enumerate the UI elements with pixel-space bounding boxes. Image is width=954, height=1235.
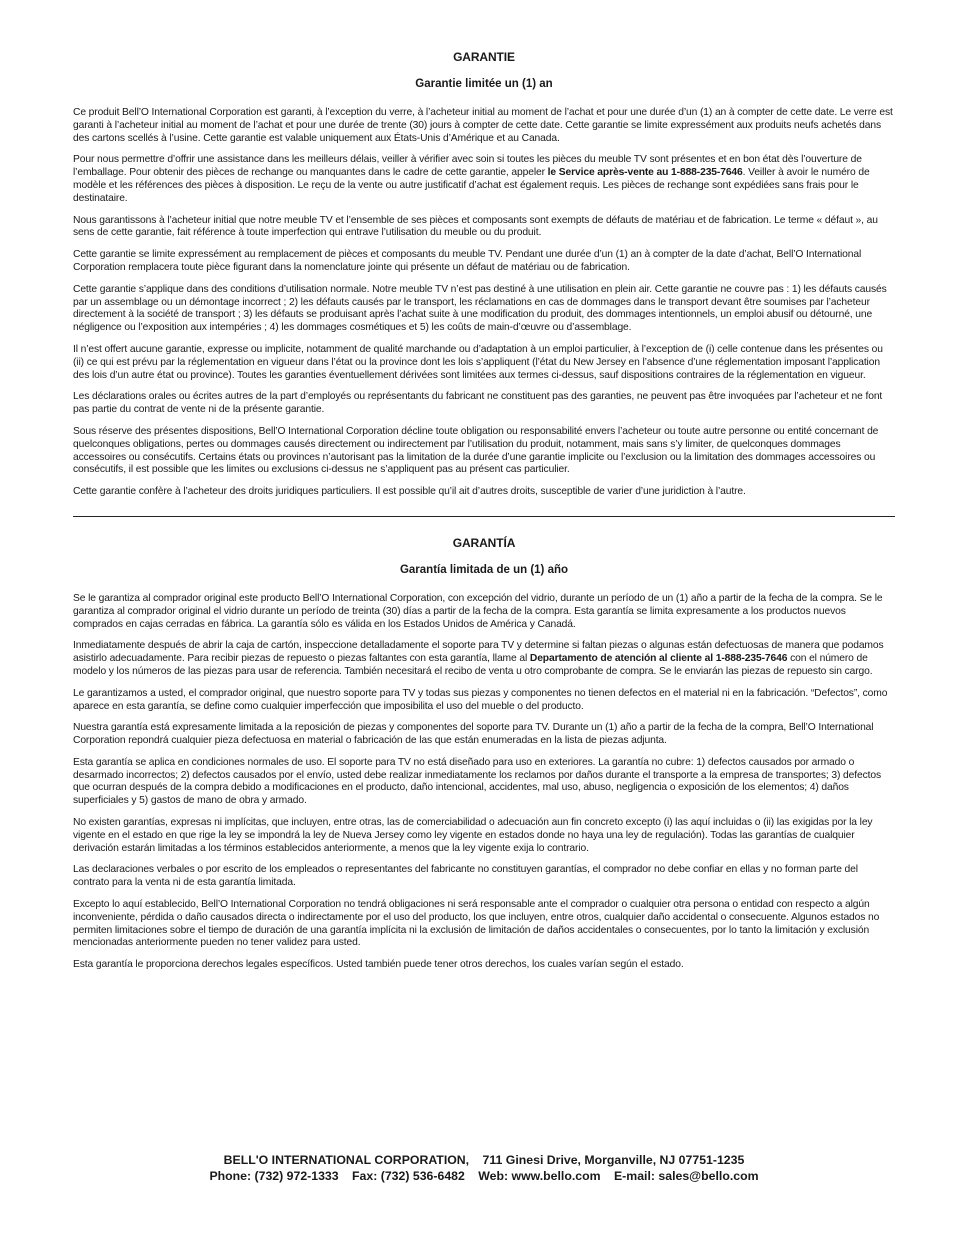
spanish-paragraph-liability: Excepto lo aquí establecido, Bell’O International Corporation no tendrá obligaciones ni será responsable ante el comprador o cualquier otra persona o entidad con respecto a algún inconveniente, pérdida o daño causados directa o indirectamente por el uso del producto, los que incluyen, entre otros, cualquier daño accidental o consecuente. Algunos estados no permiten limitaciones sobre el tiempo de duración de una garantía implícita ni la exclusión de limitación de daños accidentales o consecuentes, por lo tanto la limitación y exclusión mencionadas anteriormente pueden no tener validez para usted. [73,899,880,949]
french-warranty-title: GARANTIE [453,50,515,64]
spanish-paragraph-statements: Las declaraciones verbales o por escrito de los empleados o representantes del fabricante no constituyen garantías, el comprador no debe confiar en ellas y no forman parte del contrato para la venta ni de esta garantía limitada. [73,864,858,889]
spanish-parts-text-a: Inmediatamente después de abrir la caja de cartón, inspeccione detalladamente el soporte para TV y determine si faltan piezas o algunas están defectuosas de manera que podamos asistirlo adecuadamente. Para recibir piezas de repuesto o piezas faltantes con esta garantía, llame al [73,640,884,665]
spanish-paragraph-parts [73,640,895,678]
document-body [73,50,895,981]
spanish-paragraph-exclusions: Esta garantía se aplica en condiciones normales de uso. El soporte para TV no está diseñado para uso en exteriores. La garantía no cubre: 1) defectos causados por armado o desarmado incorrectos; 2) defectos causados por el envío, usted debe realizar inmediatamente los reclamos por daños durante el transporte a la empresa de transportes; 3) defectos que ocurran después de la compra debido a modificaciones en el producto, daño intencional, accidentes, mal uso, abuso, negligencia o exposición de los elementos; 4) daños superficiales y 5) gastos de mano de obra y armado. [73,756,881,807]
footer-line-address [73,1152,895,1168]
french-parts-text-a: Pour nous permettre d’offrir une assistance dans les meilleurs délais, veiller à vérifier avec soin si toutes les pièces du meuble TV sont présentes et en bon état dès l’ouverture de l’emballage. Pour obtenir des pièces de rechange ou manquantes dans le cadre de cette garantie, appeler [73,154,862,179]
footer-web-link[interactable]: Web: www.bello.com [478,1169,601,1183]
spanish-paragraph-rights: Esta garantía le proporciona derechos legales específicos. Usted también puede tener otros derechos, los cuales varían según el estado. [73,959,684,971]
spanish-paragraph-implied: No existen garantías, expresas ni implícitas, que incluyen, entre otras, las de comerciabilidad o adecuación aun fin concreto excepto (i) las aquí incluidas o (ii) las exigidas por la ley vigente en el estado en que rige la ley se impondrá la ley de Nueva Jersey como ley vigente en estados donde no haya una ley de regulación). Todas las garantías de cualquier derivación estarán limitadas a los términos establecidos anteriormente, a menos que la ley vigente exija lo contrario. [73,817,873,854]
french-paragraph-rights: Cette garantie confère à l’acheteur des droits juridiques particuliers. Il est possible qu’il ait d’autres droits, susceptible de varier d’une juridiction à l’autre. [73,486,746,498]
spanish-warranty-section [73,536,895,972]
french-paragraph-defects: Nous garantissons à l’acheteur initial que notre meuble TV et l’ensemble de ses pièces et composants sont exempts de défauts de matériau et de fabrication. Le terme « défaut », au sens de cette garantie, fait référence à toute imperfection qui entrave l’utilisation du meuble ou du produit. [73,214,878,239]
french-paragraph-replacement: Cette garantie se limite expressément au remplacement de pièces et composants du meuble TV. Pendant une durée d’un (1) an à compter de la date d’achat, Bell’O International Corporation remplacera toute pièce figurant dans la nomenclature jointe qui présente un défaut de matériau ou de fabrication. [73,249,862,273]
french-service-phone: le Service après-vente au 1-888-235-7646 [547,167,743,179]
footer-address: 711 Ginesi Drive, Morganville, NJ 07751-1235 [482,1153,745,1167]
french-paragraph-coverage: Ce produit Bell’O International Corporation est garanti, à l’exception du verre, à l’acheteur initial au moment de l’achat et pour une durée d’un (1) an à compter de cette date. Le verre est garanti à l’acheteur initial au moment de l’achat et pour une durée de trente (30) jours à compter de cette date. Cette garantie se limite expressément aux produits neufs achetés dans des cartons scellés à l’usine. Cette garantie est valable uniquement aux États-Unis d’Amérique et au Canada. [73,107,893,144]
french-warranty-section [73,50,895,499]
french-paragraph-parts [73,154,895,205]
spanish-service-phone: Departamento de atención al cliente al 1-888-235-7646 [529,653,788,665]
footer-email-link[interactable]: E-mail: sales@bello.com [613,1169,759,1183]
french-paragraph-implied: Il n’est offert aucune garantie, expresse ou implicite, notamment de qualité marchande ou d’adaptation à un emploi particulier, à l’exception de (i) celle contenue dans les présentes ou (ii) ce qui est prévu par la réglementation en vigueur dans l’état ou la province dont les lois s’appliquent (l’état du New Jersey en l’absence d’une réglementation imposant l’application des lois d’un autre état ou province). Toutes les garanties éventuellement dérivées sont limitées aux termes ci-dessus, sauf dispositions contraires de la réglementation en vigueur. [73,343,883,381]
footer-fax: Fax: (732) 536-6482 [352,1169,465,1183]
spanish-warranty-subtitle: Garantía limitada de un (1) año [399,563,569,576]
spanish-paragraph-replacement: Nuestra garantía está expresamente limitada a la reposición de piezas y componentes del soporte para TV. Durante un (1) año a partir de la fecha de la compra, Bell’O International Corporation repondrá cualquier pieza defectuosa en material o fabricación de las que están enumeradas en la lista de piezas adjunta. [73,722,874,747]
french-parts-text-c: . Veiller à avoir le numéro de modèle et les références des pièces à disposition. Le reçu de la vente ou autre justificatif d’achat est également requis. Les pièces de rechange sont expédiées sans frais pour le destinataire. [73,167,870,204]
french-paragraph-liability: Sous réserve des présentes dispositions, Bell’O International Corporation décline toute obligation ou responsabilité envers l’acheteur ou toute autre personne ou entité concernant de quelconques obligations, pertes ou dommages causés directement ou indirectement par l’utilisation du produit, notamment, mais sans s’y limiter, de quelconques dommages accessoires ou consécutifs. Certains états ou provinces n’autorisant pas la limitation de la durée d’une garantie implicite ou l’exclusion ou la limitation des dommages accessoires ou consécutifs, il est possible que les limites ou exclusions ci-dessus ne s’appliquent pas au présent cas particulier. [73,425,879,476]
company-footer [73,1152,895,1184]
spanish-paragraph-coverage: Se le garantiza al comprador original este producto Bell’O International Corporation, con excepción del vidrio, durante un período de un (1) año a partir de la fecha de la compra. Se le garantiza al comprador original el vidrio durante un período de treinta (30) días a partir de la fecha de la compra. Esta garantía se limita expresamente a los productos nuevos comprados en cajas cerradas en fábrica. La garantía sólo es válida en los Estados Unidos de América y Canadá. [73,592,883,630]
french-warranty-subtitle: Garantie limitée un (1) an [415,78,553,90]
footer-phone: Phone: (732) 972-1333 [209,1169,339,1183]
spanish-parts-text-c: con el número de modelo y los números de las piezas para usar de referencia. También necesitará el recibo de venta u otro comprobante de compra. Se le enviarán las piezas de repuesto sin cargo. [73,653,873,677]
french-paragraph-statements: Les déclarations orales ou écrites autres de la part d’employés ou représentants du fabricant ne constituent pas des garanties, ne peuvent pas être invoquées par l’acheteur et ne font pas partie du contrat de vente ni de la présente garantie. [73,391,883,416]
french-paragraph-exclusions: Cette garantie s’applique dans des conditions d’utilisation normale. Notre meuble TV n’est pas destiné à une utilisation en plein air. Cette garantie ne couvre pas : 1) les défauts causés par un assemblage ou un démontage incorrect ; 2) les défauts causés par le transport, les réclamations en cas de dommages dans le transport devant être soumises par l’acheteur directement à la société de transport ; 3) les défauts se produisant après l’achat suite à une modification du produit, des dommages intentionnels, un emploi abusif ou détourné, une négligence ou l’exposition aux intempéries ; 4) les dommages cosmétiques et 5) les coûts de main-d’œuvre ou d’assemblage. [73,283,887,334]
spanish-paragraph-defects: Le garantizamos a usted, el comprador original, que nuestro soporte para TV y todas sus piezas y componentes no tienen defectos en el material ni en la fabricación. “Defectos”, como aparece en esta garantía, se define como cualquier imperfección que imposibilita el uso del mueble o del producto. [73,687,888,712]
section-divider [73,516,895,517]
footer-company-name: BELL'O INTERNATIONAL CORPORATION, [223,1153,470,1167]
spanish-warranty-title: GARANTÍA [452,535,516,550]
footer-line-contact [73,1168,895,1184]
